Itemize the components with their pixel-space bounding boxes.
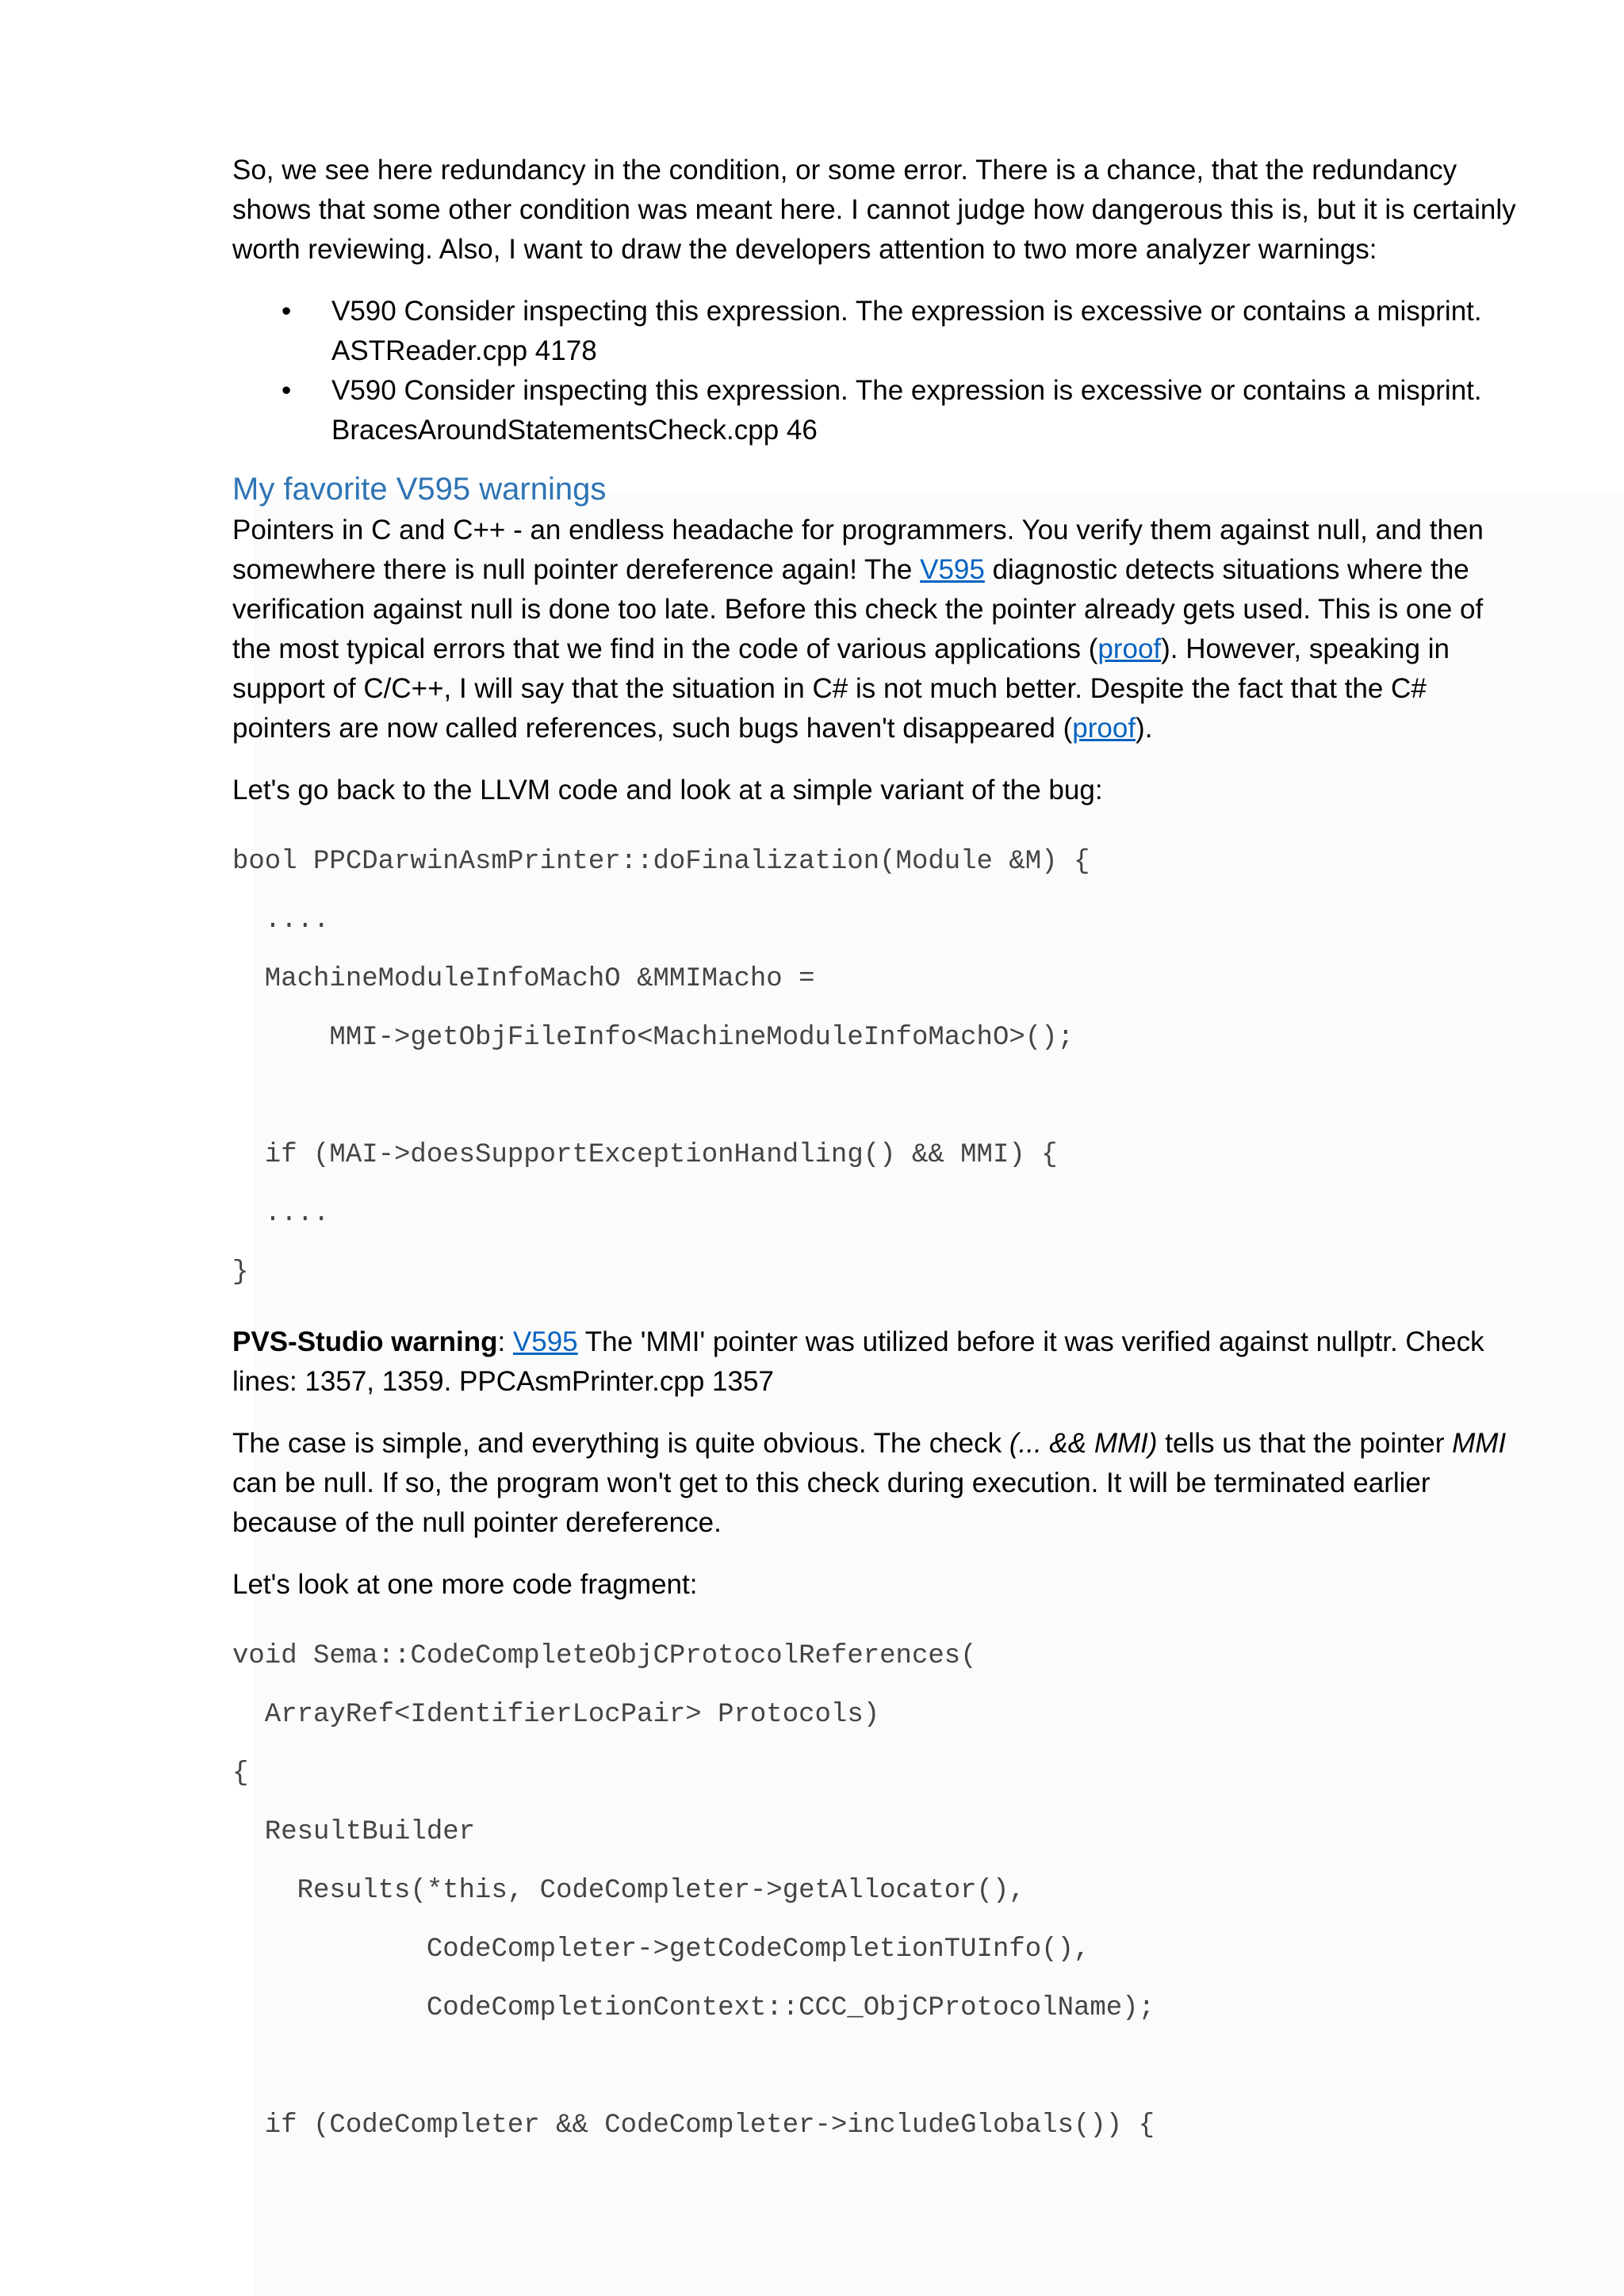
text-run: ). However, speaking in support of C/C++, I will say that the situation in C# is not much better. Despite the fact that the C# pointers are now called references, such bugs haven't disappeared ( [232, 633, 1450, 744]
next-fragment-paragraph: Let's look at one more code fragment: [232, 1569, 698, 1600]
code-line: CodeCompleter->getCodeCompletionTUInfo(), [232, 1934, 1090, 1965]
text-run: : [497, 1326, 513, 1357]
code-line [232, 2038, 1517, 2096]
emphasis-text: (... && MMI) [1009, 1428, 1158, 1459]
list-item-text: V590 Consider inspecting this expression. The expression is excessive or contains a misprint. BracesAroundStatementsCheck.cpp 46 [331, 375, 1482, 446]
code-line: bool PPCDarwinAsmPrinter::doFinalization(Module &M) { [232, 847, 1090, 877]
code-line: ArrayRef<IdentifierLocPair> Protocols) [232, 1700, 880, 1730]
article-content [232, 151, 1517, 2175]
bullet-icon: • [282, 375, 292, 406]
pvs-warning-paragraph [232, 1322, 1517, 1402]
proof-link[interactable]: proof [1097, 633, 1162, 664]
emphasis-text: MMI [1452, 1428, 1507, 1459]
code-block-do-finalization [232, 832, 1517, 1302]
v595-link[interactable]: V595 [920, 554, 985, 585]
llvm-intro-paragraph: Let's go back to the LLVM code and look at a simple variant of the bug: [232, 775, 1103, 806]
text-run: tells us that the pointer [1157, 1428, 1453, 1459]
code-line: MMI->getObjFileInfo<MachineModuleInfoMachO>(); [232, 1023, 1074, 1053]
code-line: CodeCompletionContext::CCC_ObjCProtocolName); [232, 1993, 1155, 2023]
warning-label: PVS-Studio warning [232, 1326, 498, 1357]
text-run: ). [1136, 713, 1153, 744]
v595-intro-paragraph [232, 511, 1517, 748]
list-item [232, 371, 1517, 450]
list-item-text: V590 Consider inspecting this expression. The expression is excessive or contains a misprint. ASTReader.cpp 4178 [331, 296, 1482, 366]
code-line: void Sema::CodeCompleteObjCProtocolReferences( [232, 1641, 977, 1671]
code-line: .... [232, 905, 330, 936]
text-run: Pointers in C and C++ - an endless headache for programmers. You verify them against null, and then somewhere there is null pointer dereference again! The [232, 515, 1484, 585]
explanation-paragraph [232, 1424, 1517, 1543]
code-line: { [232, 1758, 249, 1789]
list-item [232, 292, 1517, 371]
warning-text: The 'MMI' pointer was utilized before it was verified against nullptr. Check lines: 1357, 1359. PPCAsmPrinter.cpp 1357 [232, 1326, 1484, 1397]
code-line: if (MAI->doesSupportExceptionHandling() && MMI) { [232, 1140, 1058, 1170]
code-line [232, 1067, 1517, 1126]
bullet-icon: • [282, 296, 292, 327]
code-line: Results(*this, CodeCompleter->getAllocator(), [232, 1876, 1025, 1906]
proof-link[interactable]: proof [1072, 713, 1136, 744]
warning-list [232, 292, 1517, 450]
v595-link[interactable]: V595 [512, 1326, 578, 1357]
code-block-protocol-references [232, 1627, 1517, 2155]
section-heading: My favorite V595 warnings [232, 472, 607, 507]
text-run: diagnostic detects situations where the verification against null is done too late. Before this check the pointer already gets used. This is one of the most typical errors that we find in the code of various applications ( [232, 554, 1484, 664]
intro-paragraph: So, we see here redundancy in the condition, or some error. There is a chance, that the redundancy shows that some other condition was meant here. I cannot judge how dangerous this is, but it is certainly worth reviewing. Also, I want to draw the developers attention to two more analyzer warnings: [232, 155, 1516, 265]
text-run: can be null. If so, the program won't get to this check during execution. It will be terminated earlier because of the null pointer dereference. [232, 1468, 1431, 1538]
code-line: ResultBuilder [232, 1817, 476, 1847]
text-run: The case is simple, and everything is quite obvious. The check [232, 1428, 1009, 1459]
code-line: .... [232, 1199, 330, 1229]
code-line: } [232, 1257, 249, 1288]
code-line: MachineModuleInfoMachO &MMIMacho = [232, 964, 815, 994]
code-line: if (CodeCompleter && CodeCompleter->includeGlobals()) { [232, 2110, 1155, 2141]
